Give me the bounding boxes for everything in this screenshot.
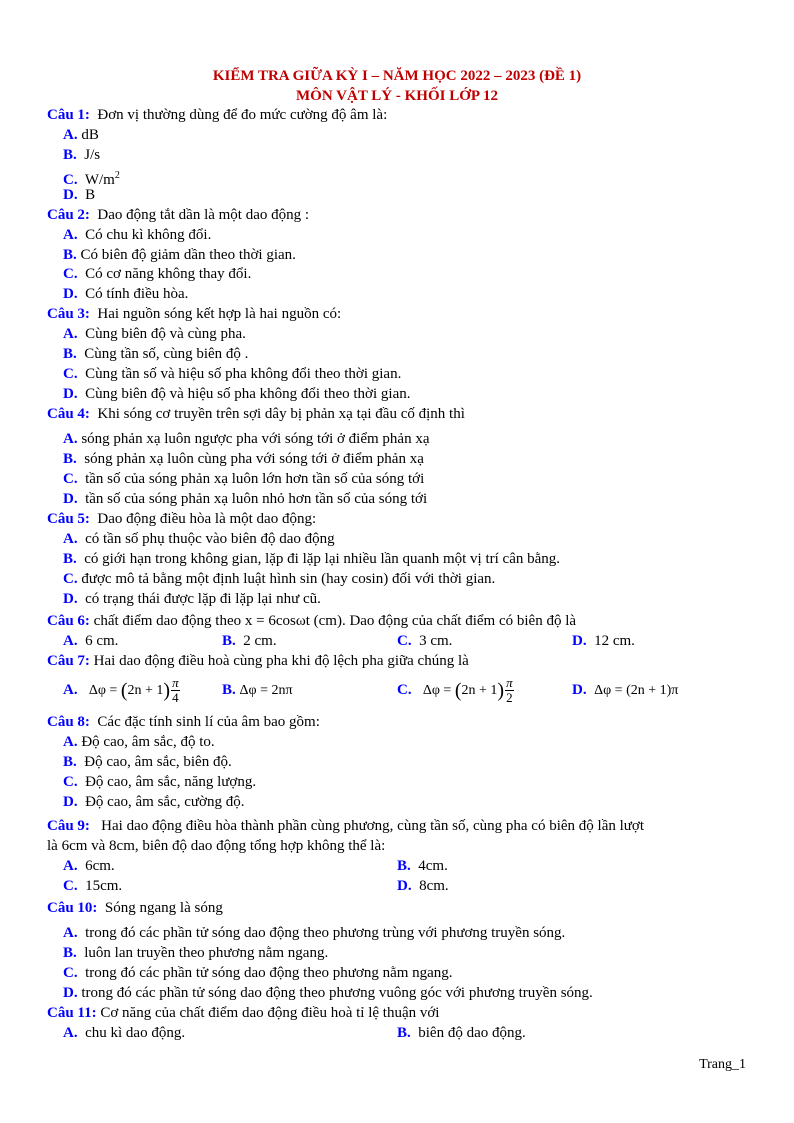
- option-label: C.: [63, 571, 78, 587]
- option-label: D.: [397, 878, 412, 894]
- question-6: [47, 612, 576, 631]
- q1-option-d: [63, 186, 95, 205]
- q3-option-c: [63, 365, 401, 384]
- question-text: Các đặc tính sinh lí của âm bao gồm:: [97, 714, 320, 730]
- question-label: Câu 8:: [47, 714, 90, 730]
- option-text: Có tính điều hòa.: [85, 286, 189, 302]
- q7-option-b: [222, 672, 293, 709]
- question-label: Câu 3:: [47, 306, 90, 322]
- option-superscript: 2: [114, 170, 120, 181]
- option-label: C.: [63, 172, 78, 188]
- option-label: D.: [63, 591, 78, 607]
- question-9: [47, 817, 644, 836]
- question-text: Sóng ngang là sóng: [104, 900, 223, 916]
- option-text: J/s: [84, 147, 101, 163]
- q9-option-c: [63, 877, 122, 896]
- q8-option-b: [63, 753, 232, 772]
- q5-option-d: [63, 590, 321, 609]
- option-label: B.: [63, 451, 77, 467]
- option-text: có giới hạn trong không gian, lặp đi lặp lại nhiều lần quanh một vị trí cân bằng.: [84, 551, 561, 567]
- option-label: A.: [63, 633, 78, 649]
- q10-option-d: [63, 984, 593, 1003]
- option-text: trong đó các phần tử sóng dao động theo phương vuông góc với phương truyền sóng.: [81, 985, 593, 1001]
- q11-option-a: [63, 1024, 185, 1043]
- option-label: D.: [63, 386, 78, 402]
- exam-subtitle: MÔN VẬT LÝ - KHỐI LỚP 12: [296, 88, 498, 104]
- q3-option-d: [63, 385, 411, 404]
- q8-option-a: [63, 733, 215, 752]
- option-text: dB: [81, 127, 99, 143]
- option-text: Độ cao, âm sắc, cường độ.: [85, 794, 245, 810]
- q5-option-b: [63, 550, 560, 569]
- option-label: D.: [63, 187, 78, 203]
- option-text: Cùng tần số và hiệu số pha không đổi theo thời gian.: [85, 366, 402, 382]
- question-8: [47, 713, 320, 732]
- q11-option-b: [397, 1024, 526, 1043]
- option-label: D.: [572, 633, 587, 649]
- option-label: A.: [63, 227, 78, 243]
- option-text: Có cơ năng không thay đổi.: [85, 266, 252, 282]
- option-text: Cùng biên độ và cùng pha.: [85, 326, 246, 342]
- q6-option-c: [397, 632, 452, 651]
- option-label: D.: [63, 985, 78, 1001]
- option-label: C.: [397, 682, 412, 698]
- question-text: Cơ năng của chất điểm dao động điều hoà tỉ lệ thuận với: [100, 1005, 440, 1021]
- option-text: có tần số phụ thuộc vào biên độ dao động: [85, 531, 335, 547]
- option-label: C.: [63, 471, 78, 487]
- option-label: B.: [397, 1025, 411, 1041]
- option-label: B.: [397, 858, 411, 874]
- question-label: Câu 7:: [47, 653, 90, 669]
- option-label: B.: [63, 945, 77, 961]
- option-label: D.: [572, 682, 587, 698]
- question-text: Hai dao động điều hoà cùng pha khi độ lệch pha giữa chúng là: [93, 653, 469, 669]
- option-text: 12 cm.: [594, 633, 635, 649]
- option-text: 4cm.: [418, 858, 448, 874]
- q10-option-a: [63, 924, 565, 943]
- q1-option-b: [63, 146, 100, 165]
- option-label: D.: [63, 286, 78, 302]
- q8-option-c: [63, 773, 256, 792]
- q4-option-b: [63, 450, 424, 469]
- formula-lhs: Δφ =: [88, 683, 121, 698]
- question-label: Câu 11:: [47, 1005, 97, 1021]
- question-label: Câu 10:: [47, 900, 98, 916]
- option-text: 2 cm.: [243, 633, 277, 649]
- option-text: 15cm.: [85, 878, 123, 894]
- page-number: Trang_1: [699, 1057, 746, 1072]
- fraction-numerator: π: [172, 675, 179, 691]
- q4-option-c: [63, 470, 424, 489]
- q4-option-a: [63, 430, 430, 449]
- option-label: A.: [63, 858, 78, 874]
- fraction-numerator: π: [506, 675, 513, 691]
- question-11: [47, 1004, 439, 1023]
- question-text: Hai dao động điều hòa thành phần cùng phương, cùng tần số, cùng pha có biên độ lần lượt: [101, 818, 645, 834]
- option-text: được mô tả bằng một định luật hình sin (hay cosin) đối với thời gian.: [81, 571, 496, 587]
- option-text: có trạng thái được lặp đi lặp lại như cũ.: [85, 591, 321, 607]
- option-text: W/m: [84, 172, 115, 188]
- question-7: [47, 652, 469, 671]
- question-text: Dao động điều hòa là một dao động:: [97, 511, 317, 527]
- option-label: A.: [63, 127, 78, 143]
- q6-option-a: [63, 632, 118, 651]
- question-label: Câu 6:: [47, 613, 90, 629]
- option-label: A.: [63, 682, 78, 698]
- option-text: sóng phản xạ luôn ngược pha với sóng tới ở điểm phản xạ: [81, 431, 430, 447]
- q10-option-c: [63, 964, 453, 983]
- option-text: 6cm.: [85, 858, 115, 874]
- option-text: Độ cao, âm sắc, năng lượng.: [85, 774, 257, 790]
- option-text: 8cm.: [419, 878, 449, 894]
- q2-option-d: [63, 285, 188, 304]
- q3-option-a: [63, 325, 246, 344]
- formula-fraction: [171, 676, 180, 705]
- option-label: D.: [63, 491, 78, 507]
- option-text: Δφ = (2n + 1)π: [594, 683, 679, 698]
- q9-option-b: [397, 857, 448, 876]
- option-label: A.: [63, 531, 78, 547]
- question-3: [47, 305, 341, 324]
- question-label: Câu 1:: [47, 107, 90, 123]
- option-text: chu kì dao động.: [85, 1025, 186, 1041]
- q1-option-a: [63, 126, 99, 145]
- option-text: biên độ dao động.: [418, 1025, 526, 1041]
- option-label: B.: [222, 633, 236, 649]
- option-text: Có chu kì không đổi.: [85, 227, 212, 243]
- question-5: [47, 510, 316, 529]
- q2-option-a: [63, 226, 211, 245]
- question-text: Đơn vị thường dùng để đo mức cường độ âm là:: [97, 107, 388, 123]
- option-text: Cùng biên độ và hiệu số pha không đổi theo thời gian.: [85, 386, 411, 402]
- formula-body: 2n + 1: [461, 683, 498, 698]
- option-text: tần số của sóng phản xạ luôn lớn hơn tần số của sóng tới: [85, 471, 425, 487]
- q3-option-b: [63, 345, 248, 364]
- q5-option-c: [63, 570, 495, 589]
- option-label: B.: [63, 346, 77, 362]
- question-9-continued: là 6cm và 8cm, biên độ dao động tổng hợp không thể là:: [47, 838, 386, 854]
- fraction-denominator: 2: [506, 690, 513, 706]
- question-label: Câu 5:: [47, 511, 90, 527]
- option-label: C.: [63, 366, 78, 382]
- question-1: [47, 106, 387, 125]
- option-label: A.: [63, 734, 78, 750]
- question-text: Khi sóng cơ truyền trên sợi dây bị phản xạ tại đầu cố định thì: [97, 406, 465, 422]
- question-text: Hai nguồn sóng kết hợp là hai nguồn có:: [97, 306, 342, 322]
- question-label: Câu 2:: [47, 207, 90, 223]
- q10-option-b: [63, 944, 328, 963]
- q6-option-b: [222, 632, 277, 651]
- option-label: C.: [397, 633, 412, 649]
- option-label: B.: [63, 247, 77, 263]
- question-4: [47, 405, 465, 424]
- option-text: Độ cao, âm sắc, độ to.: [81, 734, 215, 750]
- option-text: Có biên độ giảm dần theo thời gian.: [80, 247, 296, 263]
- question-text: chất điểm dao động theo x = 6cosωt (cm). Dao động của chất điểm có biên độ là: [93, 613, 577, 629]
- formula-fraction: [505, 676, 514, 705]
- option-text: 3 cm.: [419, 633, 453, 649]
- q6-option-d: [572, 632, 635, 651]
- option-label: A.: [63, 1025, 78, 1041]
- option-label: C.: [63, 266, 78, 282]
- option-label: C.: [63, 774, 78, 790]
- option-label: C.: [63, 965, 78, 981]
- formula-body: 2n + 1: [127, 683, 164, 698]
- q5-option-a: [63, 530, 335, 549]
- q2-option-c: [63, 265, 251, 284]
- option-text: Độ cao, âm sắc, biên độ.: [84, 754, 232, 770]
- option-text: sóng phản xạ luôn cùng pha với sóng tới ở điểm phản xạ: [84, 451, 424, 467]
- option-text: Cùng tần số, cùng biên độ .: [84, 346, 249, 362]
- q9-option-a: [63, 857, 115, 876]
- q8-option-d: [63, 793, 244, 812]
- question-10: [47, 899, 223, 918]
- option-label: B.: [222, 682, 236, 698]
- option-text: Δφ = 2nπ: [239, 683, 293, 698]
- question-2: [47, 206, 309, 225]
- option-text: 6 cm.: [85, 633, 119, 649]
- q4-option-d: [63, 490, 427, 509]
- q9-option-d: [397, 877, 449, 896]
- fraction-denominator: 4: [172, 690, 179, 706]
- option-label: A.: [63, 431, 78, 447]
- option-label: A.: [63, 925, 78, 941]
- q2-option-b: [63, 246, 296, 265]
- formula-lhs: Δφ =: [422, 683, 455, 698]
- option-text: B: [85, 187, 96, 203]
- option-label: D.: [63, 794, 78, 810]
- q7-option-a: A. Δφ = (2n + 1) $\frac{\pi}{4}$: [63, 675, 179, 706]
- option-text: tần số của sóng phản xạ luôn nhỏ hơn tần số của sóng tới: [85, 491, 428, 507]
- option-label: B.: [63, 551, 77, 567]
- q7-option-d: [572, 672, 678, 709]
- option-label: B.: [63, 147, 77, 163]
- q7-option-c: C. Δφ = (2n + 1) $\frac{\pi}{2}$: [397, 675, 513, 706]
- question-text: Dao động tắt dần là một dao động :: [97, 207, 310, 223]
- question-label: Câu 9:: [47, 818, 90, 834]
- option-label: A.: [63, 326, 78, 342]
- option-text: luôn lan truyền theo phương nằm ngang.: [84, 945, 329, 961]
- exam-title: KIỂM TRA GIỮA KỲ I – NĂM HỌC 2022 – 2023 (ĐỀ 1): [212, 68, 582, 84]
- option-text: trong đó các phần tử sóng dao động theo phương nằm ngang.: [85, 965, 453, 981]
- option-label: B.: [63, 754, 77, 770]
- option-text: trong đó các phần tử sóng dao động theo phương trùng với phương truyền sóng.: [85, 925, 566, 941]
- option-label: C.: [63, 878, 78, 894]
- question-label: Câu 4:: [47, 406, 90, 422]
